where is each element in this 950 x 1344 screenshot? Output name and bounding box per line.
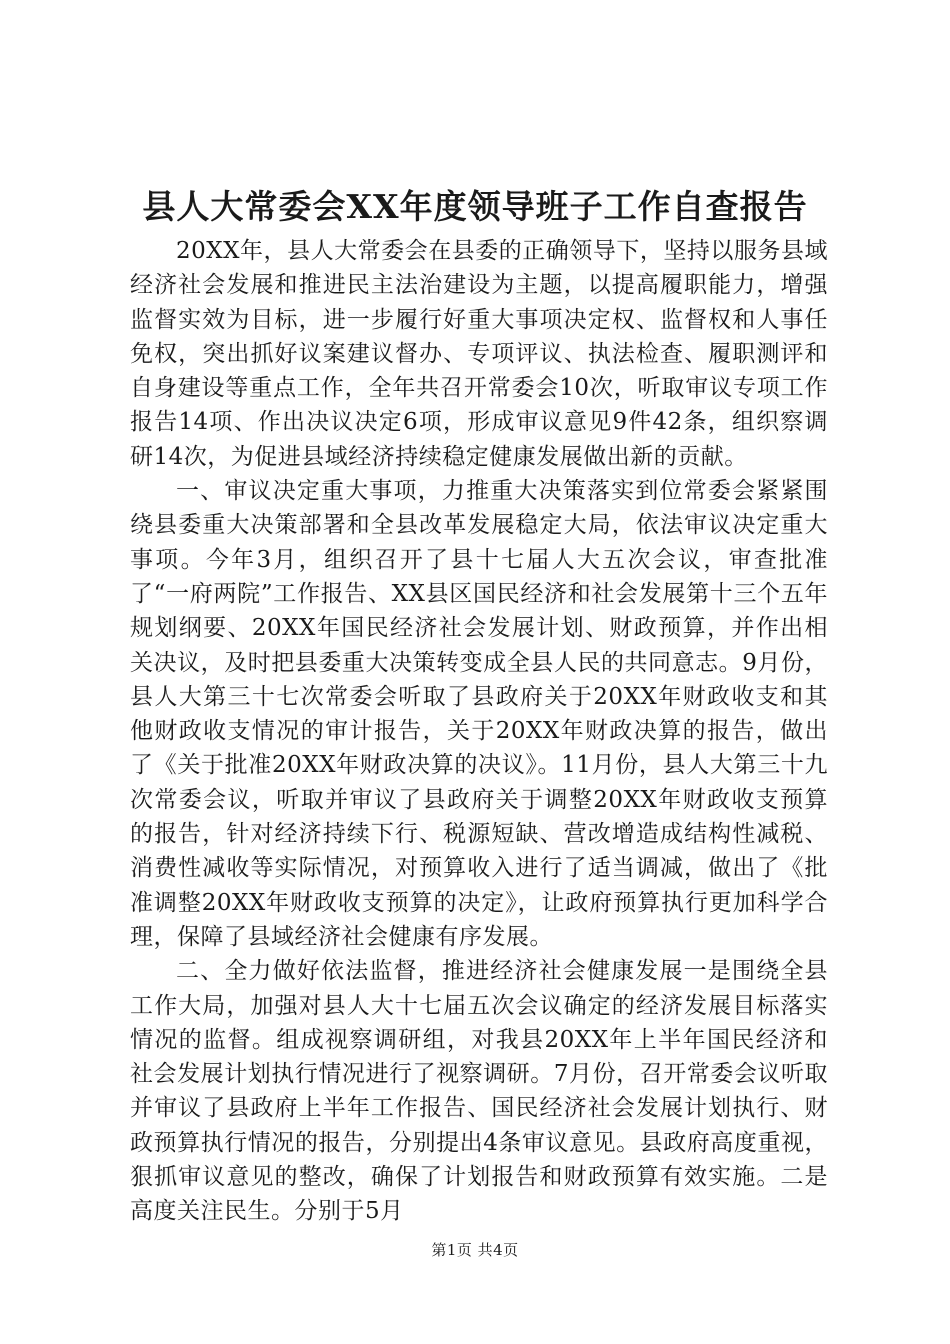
document-body bbox=[130, 234, 828, 1229]
document-title: 县人大常委会XX年度领导班子工作自查报告 bbox=[142, 187, 808, 226]
paragraph-section-1: 一、审议决定重大事项，力推重大决策落实到位常委会紧紧围绕县委重大决策部署和全县改革发展稳定大局，依法审议决定重大事项。今年3月，组织召开了县十七届人大五次会议，审查批准了“一府两院”工作报告、XX县区国民经济和社会发展第十三个五年规划纲要、20XX年国民经济社会发展计划、财政预算，并作出相关决议，及时把县委重大决策转变成全县人民的共同意志。9月份，县人大第三十七次常委会听取了县政府关于20XX年财政收支和其他财政收支情况的审计报告，关于20XX年财政决算的报告，做出了《关于批准20XX年财政决算的决议》。11月份，县人大第三十九次常委会议，听取并审议了县政府关于调整20XX年财政收支预算的报告，针对经济持续下行、税源短缺、营改增造成结构性减税、消费性减收等实际情况，对预算收入进行了适当调减，做出了《批准调整20XX年财政收支预算的决定》，让政府预算执行更加科学合理，保障了县域经济社会健康有序发展。 bbox=[130, 478, 828, 950]
page-footer: 第1页 共4页 bbox=[431, 1241, 519, 1259]
paragraph-intro: 20XX年，县人大常委会在县委的正确领导下，坚持以服务县域经济社会发展和推进民主法治建设为主题，以提高履职能力，增强监督实效为目标，进一步履行好重大事项决定权、监督权和人事任免权，突出抓好议案建议督办、专项评议、执法检查、履职测评和自身建设等重点工作，全年共召开常委会10次，听取审议专项工作报告14项、作出决议决定6项，形成审议意见9件42条，组织察调研14次，为促进县域经济持续稳定健康发展做出新的贡献。 bbox=[130, 238, 828, 470]
paragraph-section-2: 二、全力做好依法监督，推进经济社会健康发展一是围绕全县工作大局，加强对县人大十七届五次会议确定的经济发展目标落实情况的监督。组成视察调研组，对我县20XX年上半年国民经济和社会发展计划执行情况进行了视察调研。7月份，召开常委会议听取并审议了县政府上半年工作报告、国民经济社会发展计划执行、财政预算执行情况的报告，分别提出4条审议意见。县政府高度重视，狠抓审议意见的整改，确保了计划报告和财政预算有效实施。二是高度关注民生。分别于5月 bbox=[130, 958, 828, 1225]
